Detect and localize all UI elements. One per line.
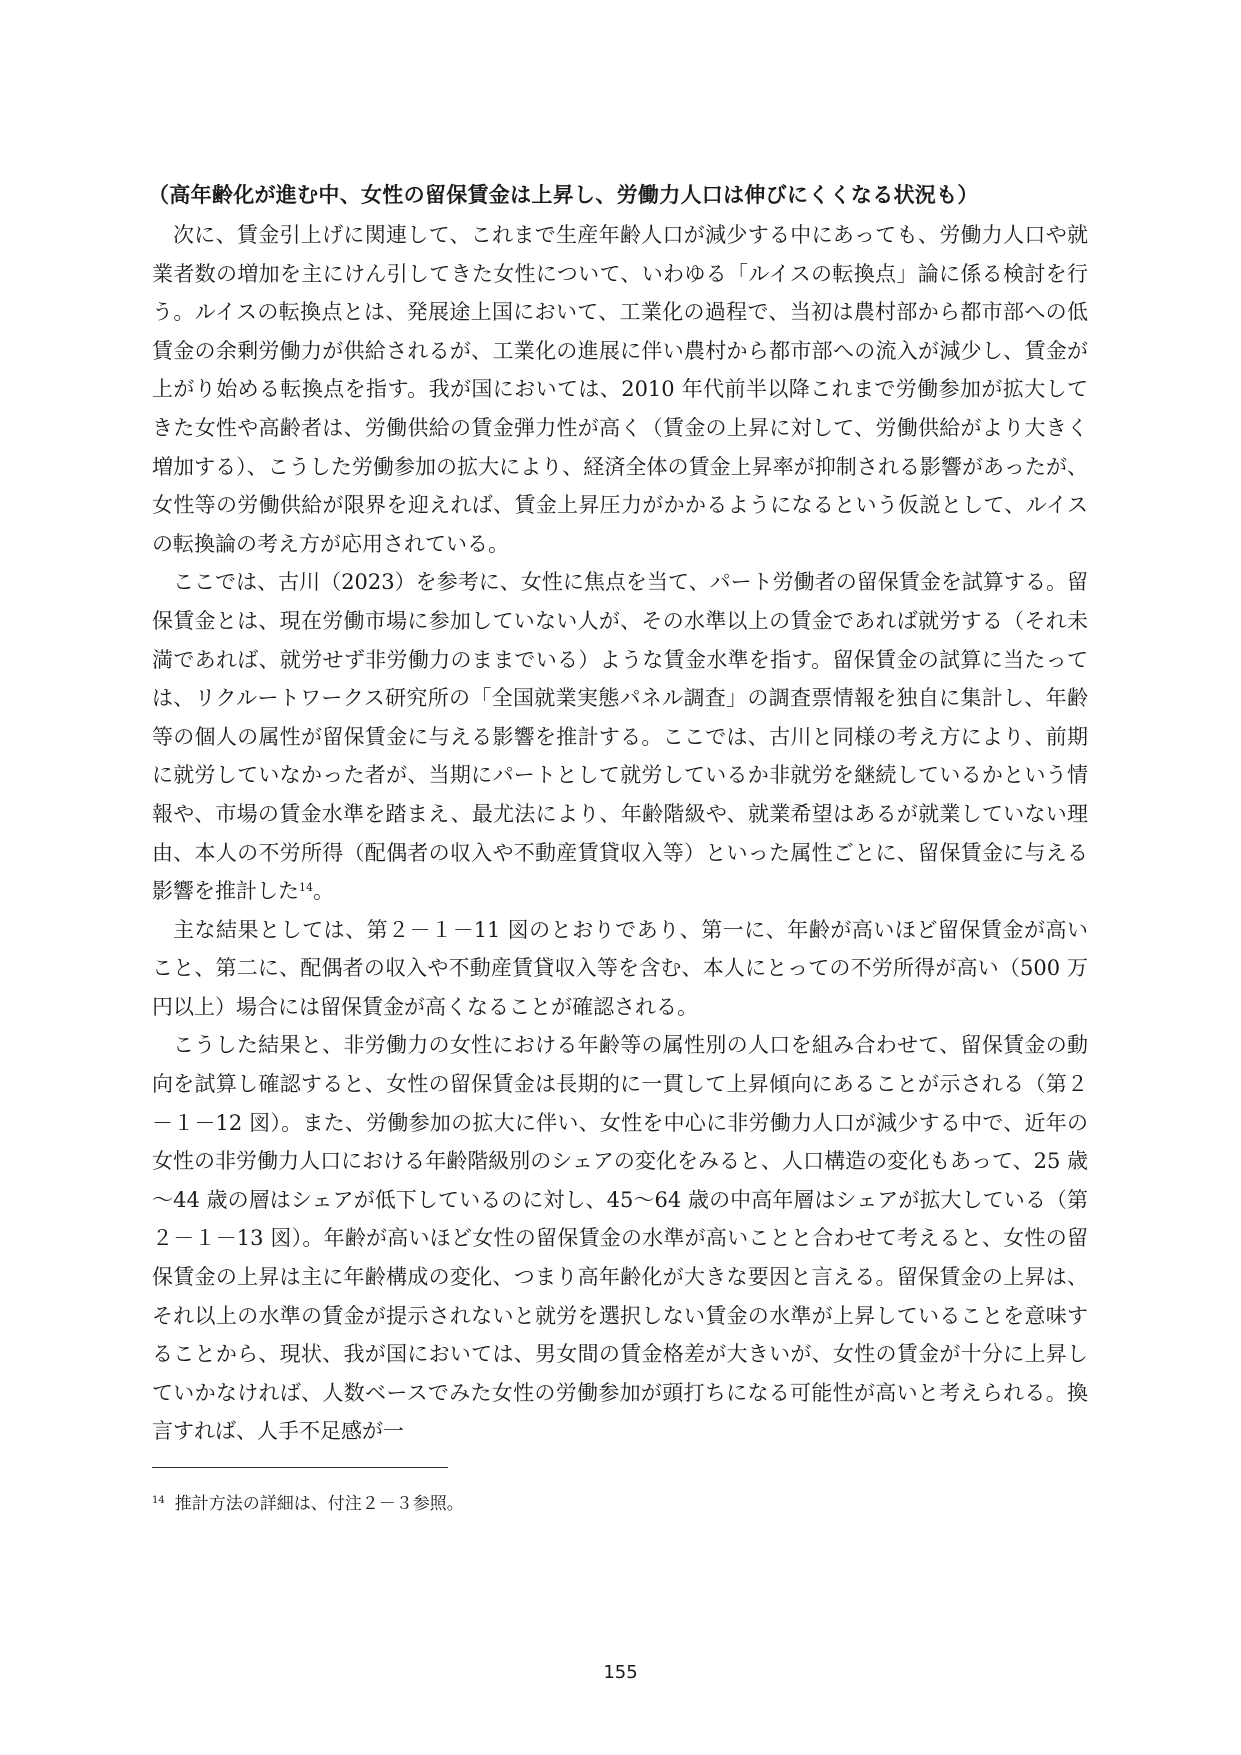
paragraph-tail: 。 xyxy=(313,879,334,904)
page-number: 155 xyxy=(603,1662,638,1683)
paragraph-reservation-wage-method xyxy=(152,563,1088,910)
footnote-text: 推計方法の詳細は、付注２－３参照。 xyxy=(174,1494,464,1514)
footnote-mark: 14 xyxy=(152,1495,165,1506)
paragraph-text: ここでは、古川（2023）を参考に、女性に焦点を当て、パート労働者の留保賃金を試算する。留保賃金とは、現在労働市場に参加していない人が、その水準以上の賃金であれば就労する（それ未満であれば、就労せず非労働力のままでいる）ような賃金水準を指す。留保賃金の試算に当たっては、リクルートワークス研究所の「全国就業実態パネル調査」の調査票情報を独自に集計し、年齢等の個人の属性が留保賃金に与える影響を推計する。ここでは、古川と同様の考え方により、前期に就労していなかった者が、当期にパートとして就労しているか非就労を継続しているかという情報や、市場の賃金水準を踏まえ、最尤法により、年齢階級や、就業希望はあるが就業していない理由、本人の不労所得（配偶者の収入や不動産賃貸収入等）といった属性ごとに、留保賃金に与える影響を推計した xyxy=(152,570,1088,904)
paragraph-trend-analysis: こうした結果と、非労働力の女性における年齢等の属性別の人口を組み合わせて、留保賃金の動向を試算し確認すると、女性の留保賃金は長期的に一貫して上昇傾向にあることが示される（第２－１－12 図）。また、労働参加の拡大に伴い、女性を中心に非労働力人口が減少する中で、近年の女性の非労働力人口における年齢階級別のシェアの変化をみると、人口構造の変化もあって、25 歳～44 歳の層はシェアが低下しているのに対し、45～64 歳の中高年層はシェアが拡大している（第２－１－13 図）。年齢が高いほど女性の留保賃金の水準が高いことと合わせて考えると、女性の留保賃金の上昇は主に年齢構成の変化、つまり高年齢化が大きな要因と言える。留保賃金の上昇は、それ以上の水準の賃金が提示されないと就労を選択しない賃金の水準が上昇していることを意味することから、現状、我が国においては、男女間の賃金格差が大きいが、女性の賃金が十分に上昇していかなければ、人数ベースでみた女性の労働参加が頭打ちになる可能性が高いと考えられる。換言すれば、人手不足感が一 xyxy=(152,1033,1089,1444)
footnote xyxy=(152,1488,1052,1517)
section-heading: （高年齢化が進む中、女性の留保賃金は上昇し、労働力人口は伸びにくくなる状況も） xyxy=(148,183,979,207)
paragraph-main-results: 主な結果としては、第２－１－11 図のとおりであり、第一に、年齢が高いほど留保賃金が高いこと、第二に、配偶者の収入や不動産賃貸収入等を含む、本人にとっての不労所得が高い（500 万円以上）場合には留保賃金が高くなることが確認される。 xyxy=(152,917,1088,1019)
footnote-divider xyxy=(152,1467,448,1468)
footnote-reference[interactable]: 14 xyxy=(299,881,313,895)
body-text xyxy=(152,216,1088,1451)
paragraph-lewis-turning-point: 次に、賃金引上げに関連して、これまで生産年齢人口が減少する中にあっても、労働力人口や就業者数の増加を主にけん引してきた女性について、いわゆる「ルイスの転換点」論に係る検討を行う。ルイスの転換点とは、発展途上国において、工業化の過程で、当初は農村部から都市部への低賃金の余剰労働力が供給されるが、工業化の進展に伴い農村から都市部への流入が減少し、賃金が上がり始める転換点を指す。我が国においては、2010 年代前半以降これまで労働参加が拡大してきた女性や高齢者は、労働供給の賃金弾力性が高く（賃金の上昇に対して、労働供給がより大きく増加する）、こうした労働参加の拡大により、経済全体の賃金上昇率が抑制される影響があったが、女性等の労働供給が限界を迎えれば、賃金上昇圧力がかかるようになるという仮説として、ルイスの転換論の考え方が応用されている。 xyxy=(152,223,1088,556)
